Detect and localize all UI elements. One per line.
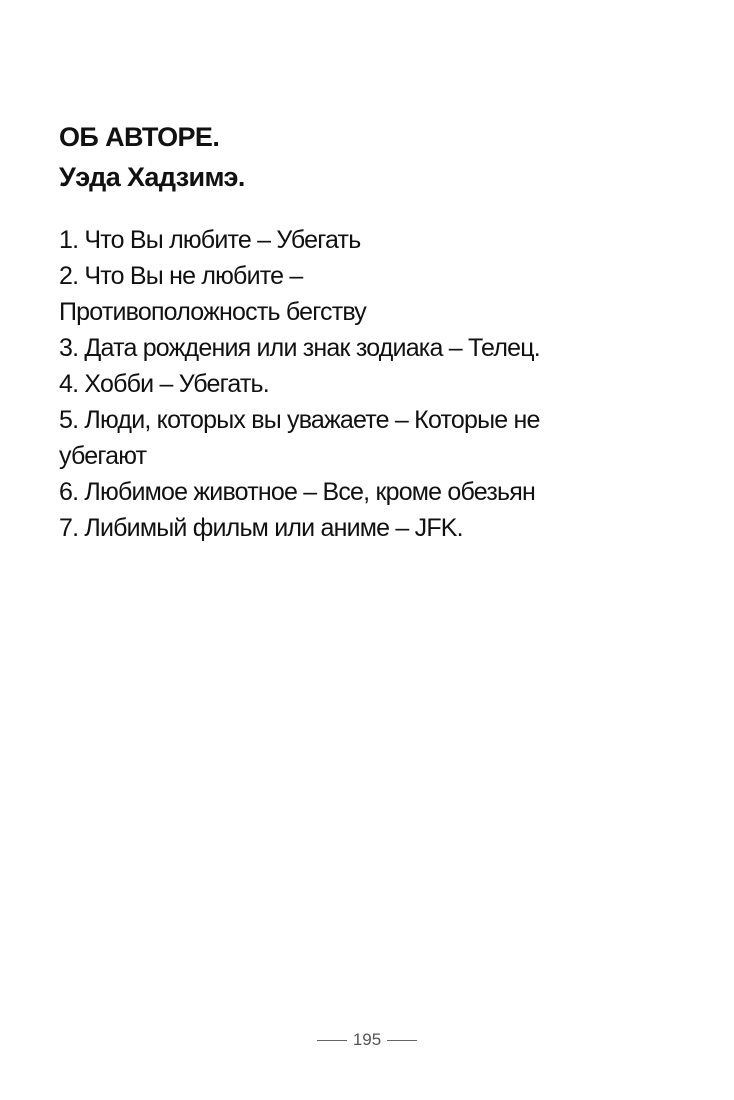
questionnaire-line: 4. Хобби – Убегать.	[59, 370, 269, 398]
questionnaire-line: 2. Что Вы не любите –	[59, 262, 303, 290]
footer-dash-left	[317, 1040, 347, 1041]
footer-dash-right	[387, 1040, 417, 1041]
heading-author-name: Уэда Хадзимэ.	[59, 162, 245, 192]
questionnaire-line: 6. Любимое животное – Все, кроме обезьян	[59, 478, 535, 506]
questionnaire-line: 3. Дата рождения или знак зодиака – Телец.	[59, 334, 540, 362]
page-number: 195	[352, 1030, 382, 1049]
questionnaire-line: Противоположность бегству	[59, 298, 366, 326]
heading-title: ОБ АВТОРЕ.	[59, 122, 220, 152]
section-heading	[59, 117, 679, 197]
questionnaire-line: 5. Люди, которых вы уважаете – Которые не	[59, 406, 540, 434]
author-questionnaire	[59, 222, 679, 546]
questionnaire-line: убегают	[59, 442, 147, 470]
page-footer	[0, 1028, 734, 1052]
questionnaire-line: 7. Либимый фильм или аниме – JFK.	[59, 514, 463, 542]
questionnaire-line: 1. Что Вы любите – Убегать	[59, 226, 361, 254]
